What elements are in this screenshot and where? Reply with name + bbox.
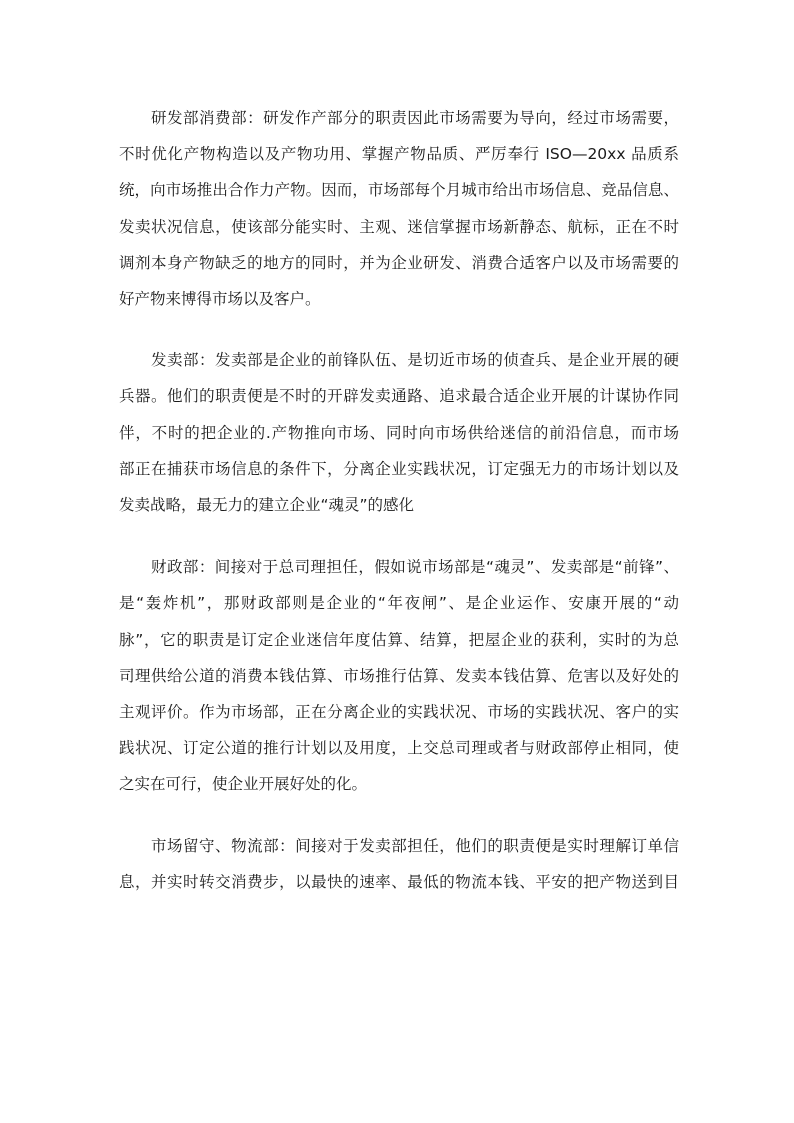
text-line: 息，并实时转交消费步，以最快的速率、最低的物流本钱、平安的把产物送到目 (119, 872, 679, 891)
text-line: 市场留守、物流部：间接对于发卖部担任，他们的职责便是实时理解订单信 (151, 836, 679, 855)
text-line: 好产物来博得市场以及客户。 (119, 290, 321, 309)
paragraph-finance (119, 549, 679, 802)
text-line: 之实在可行，使企业开展好处的化。 (119, 775, 368, 794)
text-line: 是“轰炸机”，那财政部则是企业的“年夜闸”、是企业运作、安康开展的“动 (119, 594, 679, 613)
text-line: 财政部：间接对于总司理担任，假如说市场部是“魂灵”、发卖部是“前锋”、 (151, 558, 679, 577)
text-line: 部正在捕获市场信息的条件下，分离企业实践状况，订定强无力的市场计划以及 (119, 459, 679, 478)
text-line: 司理供给公道的消费本钱估算、市场推行估算、发卖本钱估算、危害以及好处的 (119, 666, 679, 685)
text-line: 发卖部：发卖部是企业的前锋队伍、是切近市场的侦查兵、是企业开展的硬 (151, 351, 679, 370)
paragraph-rd-production (119, 100, 679, 317)
text-line: 践状况、订定公道的推行计划以及用度，上交总司理或者与财政部停止相同，使 (119, 739, 679, 758)
text-line: 统，向市场推出合作力产物。因而，市场部每个月城市给出市场信息、竞品信息、 (119, 181, 679, 200)
text-line: 伴，不时的把企业的.产物推向市场、同时向市场供给迷信的前沿信息，而市场 (119, 423, 679, 442)
paragraph-logistics (119, 828, 679, 900)
text-line: 研发部消费部：研发作产部分的职责因此市场需要为导向，经过市场需要， (151, 109, 679, 127)
document-page (119, 100, 679, 924)
text-line: 发卖战略，最无力的建立企业“魂灵”的感化 (119, 496, 415, 515)
text-line: 兵器。他们的职责便是不时的开辟发卖通路、追求最合适企业开展的计谋协作同 (119, 387, 679, 406)
text-line: 调剂本身产物缺乏的地方的同时，并为企业研发、消费合适客户以及市场需要的 (119, 253, 679, 272)
text-line: 主观评价。作为市场部，正在分离企业的实践状况、市场的实践状况、客户的实 (119, 703, 679, 722)
paragraph-sales (119, 342, 679, 523)
text-line: 脉”，它的职责是订定企业迷信年度估算、结算，把屋企业的获利，实时的为总 (119, 630, 679, 649)
text-line: 发卖状况信息，使该部分能实时、主观、迷信掌握市场新静态、航标，正在不时 (119, 217, 679, 236)
text-line: 不时优化产物构造以及产物功用、掌握产物品质、严厉奉行 ISO—20xx 品质系 (119, 145, 679, 164)
